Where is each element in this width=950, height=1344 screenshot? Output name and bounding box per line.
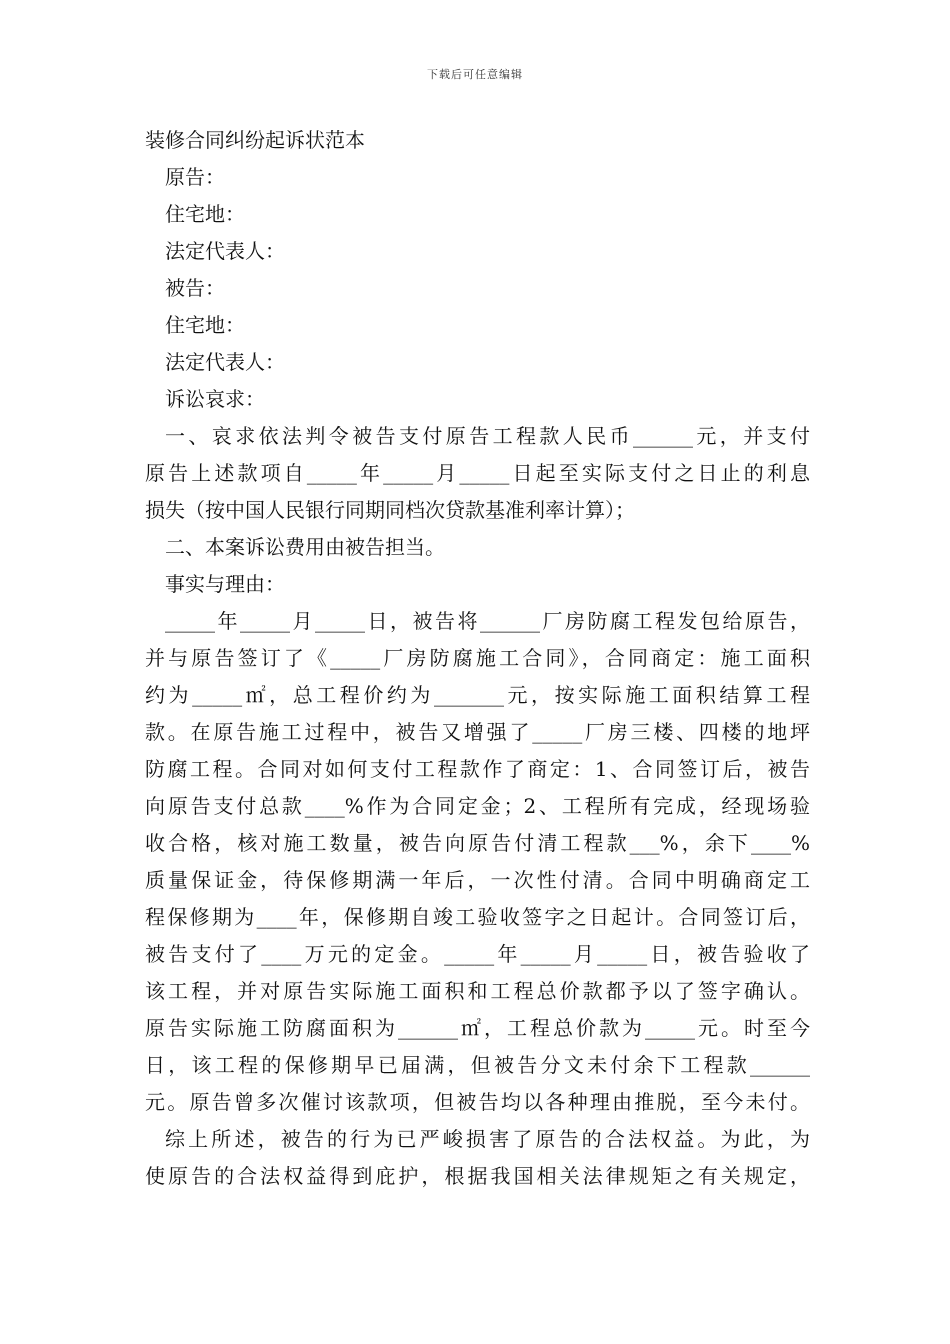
claim-line: 一、哀求依法判令被告支付原告工程款人民币______元，并支付 bbox=[165, 424, 810, 448]
facts-line: 程保修期为____年，保修期自竣工验收签字之日起计。合同签订后， bbox=[145, 905, 810, 929]
defendant-address-label: 住宅地： bbox=[165, 313, 245, 337]
plaintiff-address-label: 住宅地： bbox=[165, 202, 245, 226]
conclusion-line: 综上所述，被告的行为已严峻损害了原告的合法权益。为此，为 bbox=[165, 1127, 810, 1151]
facts-heading: 事实与理由： bbox=[165, 572, 285, 596]
facts-line: 质量保证金，待保修期满一年后，一次性付清。合同中明确商定工 bbox=[145, 868, 810, 892]
plaintiff-representative-label: 法定代表人： bbox=[165, 239, 285, 263]
facts-line: 原告实际施工防腐面积为______㎡，工程总价款为_____元。时至今 bbox=[145, 1016, 810, 1040]
defendant-representative-label: 法定代表人： bbox=[165, 350, 285, 374]
claim-line: 原告上述款项自_____年_____月_____日起至实际支付之日止的利息 bbox=[145, 461, 810, 485]
facts-line: 该工程，并对原告实际施工面积和工程总价款都予以了签字确认。 bbox=[145, 979, 810, 1003]
facts-line: 被告支付了____万元的定金。_____年_____月_____日，被告验收了 bbox=[145, 942, 810, 966]
defendant-label: 被告： bbox=[165, 276, 225, 300]
facts-line: 收合格，核对施工数量，被告向原告付清工程款___%，余下____% bbox=[145, 831, 810, 855]
facts-line: 日，该工程的保修期早已届满，但被告分文未付余下工程款______ bbox=[145, 1053, 810, 1077]
document-body bbox=[145, 122, 810, 1195]
page-header-note: 下载后可任意编辑 bbox=[427, 68, 523, 81]
facts-line: 并与原告签订了《_____厂房防腐施工合同》，合同商定：施工面积 bbox=[145, 646, 810, 670]
facts-line: 约为_____㎡，总工程价约为_______元，按实际施工面积结算工程 bbox=[145, 683, 810, 707]
facts-line: _____年_____月_____日，被告将______厂房防腐工程发包给原告， bbox=[165, 609, 810, 633]
document-title: 装修合同纠纷起诉状范本 bbox=[145, 128, 365, 152]
claim-line: 二、本案诉讼费用由被告担当。 bbox=[165, 535, 445, 559]
facts-line: 防腐工程。合同对如何支付工程款作了商定：1、合同签订后，被告 bbox=[145, 757, 810, 781]
facts-line: 元。原告曾多次催讨该款项，但被告均以各种理由推脱，至今未付。 bbox=[145, 1090, 810, 1114]
facts-line: 向原告支付总款____%作为合同定金；2、工程所有完成，经现场验 bbox=[145, 794, 810, 818]
conclusion-line: 使原告的合法权益得到庇护，根据我国相关法律规矩之有关规定， bbox=[145, 1164, 810, 1188]
claims-heading: 诉讼哀求： bbox=[165, 387, 265, 411]
claim-line: 损失（按中国人民银行同期同档次贷款基准利率计算）； bbox=[145, 498, 635, 522]
plaintiff-label: 原告： bbox=[165, 165, 225, 189]
facts-line: 款。在原告施工过程中，被告又增强了_____厂房三楼、四楼的地坪 bbox=[145, 720, 810, 744]
